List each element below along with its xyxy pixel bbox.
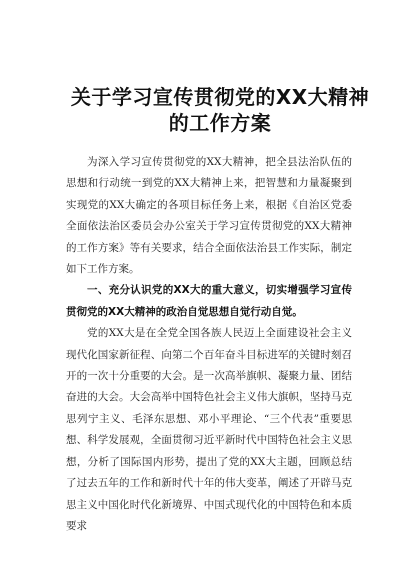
section-1-paragraph: 党的XX大是在全党全国各族人民迈上全面建设社会主义现代化国家新征程、向第二个百年奋斗目标进军的关键时刻召开的一次十分重要的大会。是一次高举旗帜、凝聚力量、团结奋进的大会。大会高举中国特色社会主义伟大旗帜，坚持马克思列宁主义、毛泽东思想、邓小平理论、“三个代表”重要思想、科学发展观，全面贯彻习近平新时代中国特色社会主义思想，分析了国际国内形势，提出了党的XX大主题，回顾总结了过去五年的工作和新时代十年的伟大变革，阐述了开辟马克思主义中国化时代化新境界、中国式现代化的中国特色和本质要求 [66, 327, 352, 532]
document-body [66, 152, 352, 537]
intro-paragraph: 为深入学习宣传贯彻党的XX大精神，把全县法治队伍的思想和行动统一到党的XX大精神上来，把智慧和力量凝聚到实现党的XX大确定的各项目标任务上来，根据《自治区党委全面依法治区委员会办公室关于学习宣传贯彻党的XX大精神的工作方案》等有关要求，结合全面依法治县工作实际，制定如下工作方案。 [66, 156, 352, 276]
section-heading-1: 一、充分认识党的XX大的重大意义，切实增强学习宣传贯彻党的XX大精神的政治自觉思想自觉行动自觉。 [66, 284, 352, 318]
document-title: 关于学习宣传贯彻党的XX大精神的工作方案 [70, 85, 370, 135]
